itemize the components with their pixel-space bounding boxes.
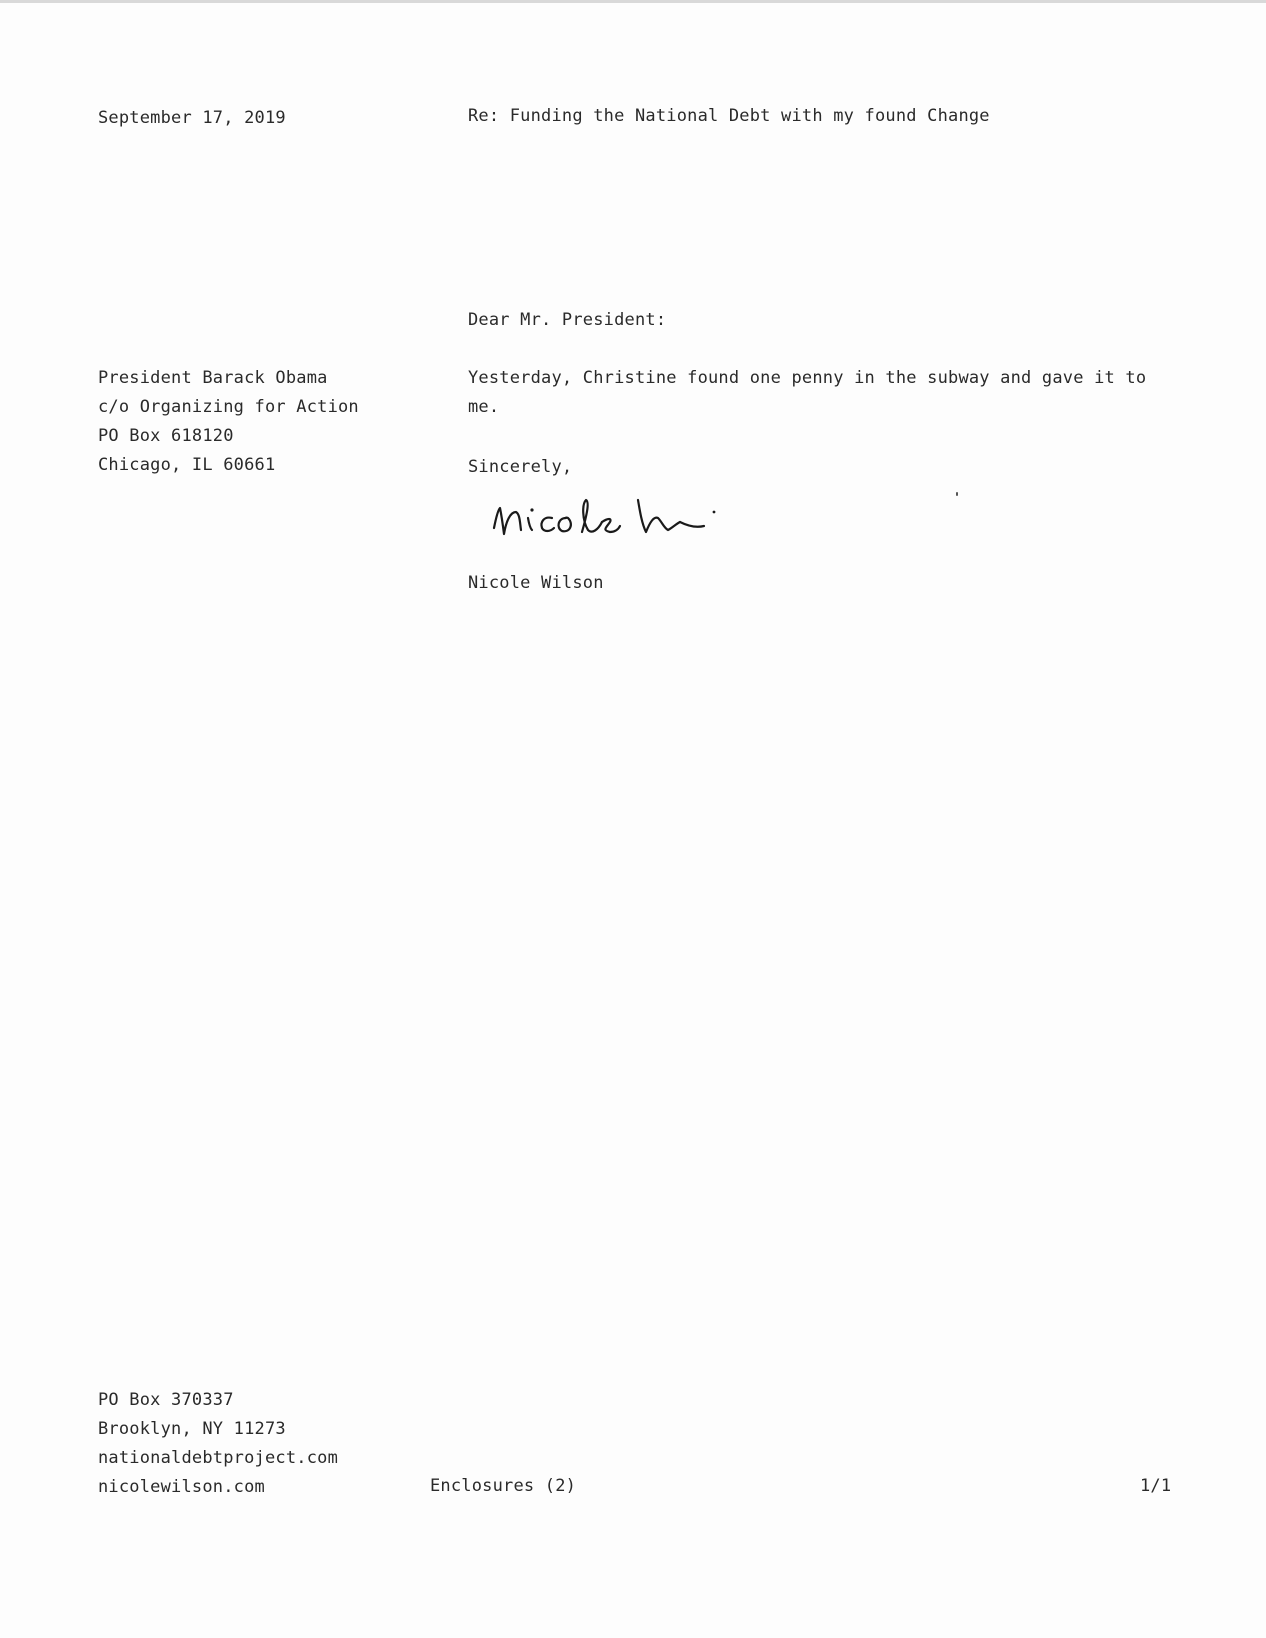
return-po-box: PO Box 370337 bbox=[98, 1390, 234, 1410]
closing: Sincerely, bbox=[468, 457, 573, 477]
recipient-address bbox=[98, 364, 359, 480]
enclosures-note: Enclosures (2) bbox=[430, 1476, 577, 1496]
letter-date: September 17, 2019 bbox=[98, 108, 286, 128]
recipient-organization: c/o Organizing for Action bbox=[98, 397, 359, 417]
return-website-project: nationaldebtproject.com bbox=[98, 1448, 339, 1468]
signer-name: Nicole Wilson bbox=[468, 573, 604, 593]
recipient-city: Chicago, IL 60661 bbox=[98, 455, 276, 475]
page-number: 1/1 bbox=[1140, 1476, 1172, 1496]
salutation: Dear Mr. President: bbox=[468, 310, 667, 330]
signature bbox=[490, 488, 740, 550]
letter-subject: Re: Funding the National Debt with my found Change bbox=[468, 106, 990, 126]
scan-speck bbox=[956, 492, 958, 496]
return-address bbox=[98, 1386, 338, 1502]
recipient-po-box: PO Box 618120 bbox=[98, 426, 234, 446]
scan-edge bbox=[0, 0, 1266, 3]
return-website-personal: nicolewilson.com bbox=[98, 1477, 265, 1497]
return-city: Brooklyn, NY 11273 bbox=[98, 1419, 286, 1439]
letter-body: Yesterday, Christine found one penny in the subway and gave it to me. bbox=[468, 368, 1147, 417]
recipient-name: President Barack Obama bbox=[98, 368, 328, 388]
